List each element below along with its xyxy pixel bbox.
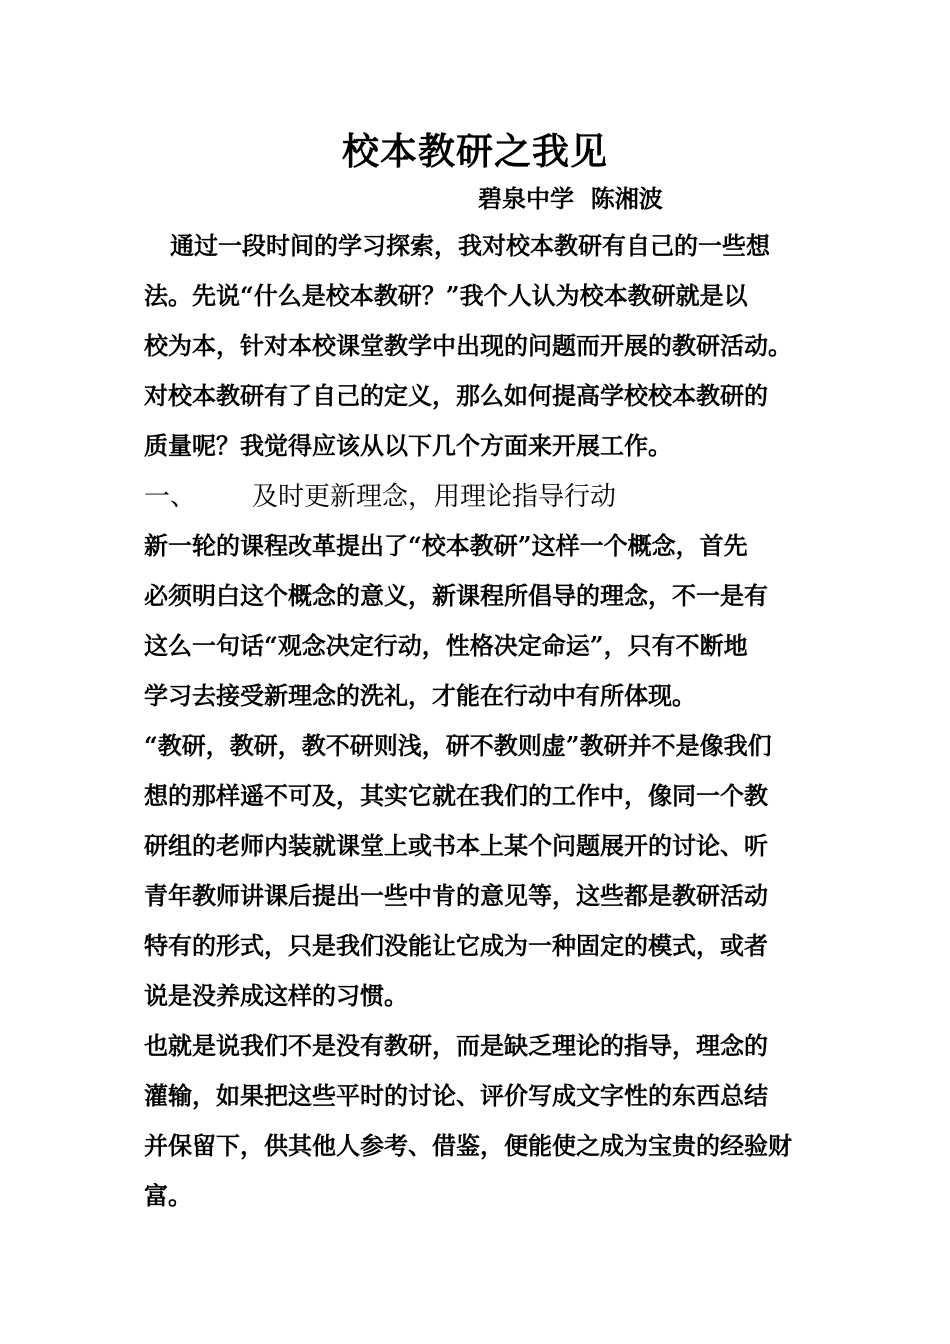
section-number: 一、 — [144, 482, 197, 512]
paragraph-line: 富。 — [144, 1181, 192, 1210]
intro-line: 质量呢？我觉得应该从以下几个方面来开展工作。 — [144, 431, 672, 460]
paragraph-line: 研组的老师内装就课堂上或书本上某个问题展开的讨论、听 — [144, 831, 768, 860]
author-byline: 碧泉中学 陈湘波 — [478, 184, 663, 213]
paragraph-line: 必须明白这个概念的意义，新课程所倡导的理念，不一是有 — [144, 581, 768, 610]
document-title: 校本教研之我见 — [342, 129, 608, 173]
paragraph-line: 这么一句话“观念决定行动，性格决定命运”，只有不断地 — [144, 631, 748, 660]
paragraph-line: 学习去接受新理念的洗礼，才能在行动中有所体现。 — [144, 681, 696, 710]
intro-line: 通过一段时间的学习探索，我对校本教研有自己的一些想 — [170, 231, 770, 260]
paragraph-line: 想的那样遥不可及，其实它就在我们的工作中，像同一个教 — [144, 781, 768, 810]
paragraph-line: 特有的形式，只是我们没能让它成为一种固定的模式，或者 — [144, 931, 768, 960]
intro-line: 对校本教研有了自己的定义，那么如何提高学校校本教研的 — [144, 381, 768, 410]
paragraph-line: 新一轮的课程改革提出了“校本教研”这样一个概念，首先 — [144, 531, 748, 560]
intro-line: 校为本，针对本校课堂教学中出现的问题而开展的教研活动。 — [144, 331, 792, 360]
paragraph-line: 青年教师讲课后提出一些中肯的意见等，这些都是教研活动 — [144, 881, 768, 910]
paragraph-line: 也就是说我们不是没有教研，而是缺乏理论的指导，理念的 — [144, 1031, 768, 1060]
paragraph-line: 并保留下，供其他人参考、借鉴，便能使之成为宝贵的经验财 — [144, 1131, 792, 1160]
section-heading — [144, 477, 616, 517]
paragraph-line: “教研，教研，教不研则浅，研不教则虚”教研并不是像我们 — [144, 731, 772, 760]
intro-line: 法。先说“什么是校本教研？”我个人认为校本教研就是以 — [144, 281, 748, 310]
paragraph-line: 说是没养成这样的习惯。 — [144, 981, 408, 1010]
paragraph-line: 灌输，如果把这些平时的讨论、评价写成文字性的东西总结 — [144, 1081, 768, 1110]
section-title: 及时更新理念，用理论指导行动 — [252, 482, 617, 512]
